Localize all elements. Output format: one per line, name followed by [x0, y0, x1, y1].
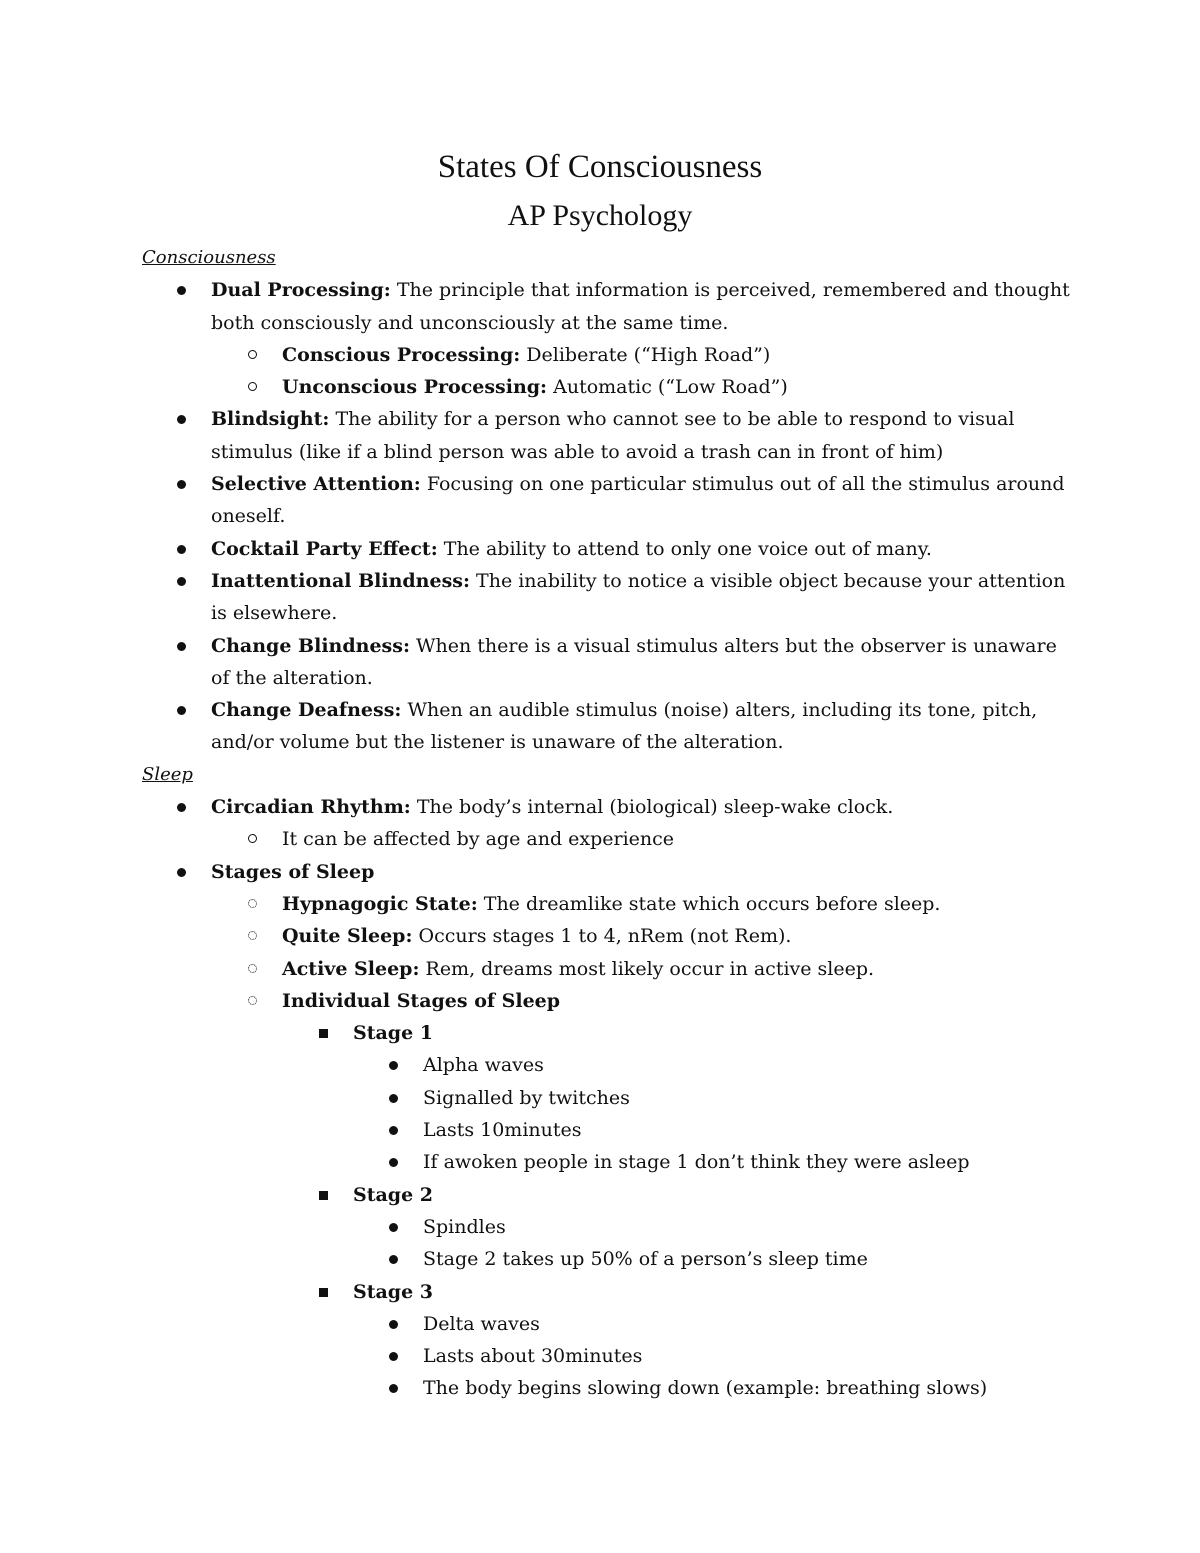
stage-label: Stage 1: [353, 1022, 434, 1045]
stage-detail: Alpha waves: [423, 1054, 544, 1077]
list-item: [211, 468, 1071, 533]
list-item: [423, 1049, 1073, 1081]
definition: When there is a visual stimulus alters but the observer is unaware of the alteration.: [211, 634, 1057, 689]
definition: When an audible stimulus (noise) alters, including its tone, pitch, and/or volume but the listener is unaware of the alteration.: [211, 699, 1038, 754]
list-item: [211, 856, 1071, 888]
term: Active Sleep:: [282, 957, 420, 980]
definition: The dreamlike state which occurs before sleep.: [477, 892, 941, 915]
term: Conscious Processing:: [282, 343, 521, 366]
definition: Rem, dreams most likely occur in active sleep.: [419, 957, 875, 980]
list-item: [211, 533, 1071, 565]
list-item: [282, 920, 1072, 952]
stage-detail: The body begins slowing down (example: breathing slows): [423, 1377, 988, 1400]
list-item: [282, 888, 1072, 920]
list-item: [211, 274, 1071, 339]
stage-detail: Spindles: [423, 1215, 506, 1238]
list-item: [353, 1276, 1073, 1308]
note-text: It can be affected by age and experience: [282, 828, 675, 851]
list-item: [211, 630, 1071, 695]
list-item: [423, 1114, 1073, 1146]
list-item: [423, 1372, 1073, 1404]
list-item: [353, 1017, 1073, 1049]
list-item: [423, 1082, 1073, 1114]
list-item: [282, 985, 1072, 1017]
term: Change Blindness:: [211, 634, 410, 657]
stage-detail: Lasts 10minutes: [423, 1119, 582, 1142]
stage-detail: Delta waves: [423, 1312, 540, 1335]
definition: The principle that information is perceived, remembered and thought both consciously and unconsciously at the same time.: [211, 279, 1070, 334]
list-item: [211, 694, 1071, 759]
stage-detail: If awoken people in stage 1 don’t think they were asleep: [423, 1151, 970, 1174]
definition: The inability to notice a visible object because your attention is elsewhere.: [211, 569, 1066, 625]
list-item: [423, 1146, 1073, 1178]
section-heading-sleep: Sleep: [142, 763, 193, 785]
page-subtitle: AP Psychology: [507, 199, 693, 232]
list-item: [282, 823, 1072, 855]
list-item: [211, 403, 1071, 468]
list-item: [423, 1211, 1073, 1243]
stage-label: Stage 2: [353, 1183, 434, 1206]
list-item: [423, 1243, 1073, 1275]
term: Unconscious Processing:: [282, 376, 548, 399]
definition: Automatic (“Low Road”): [547, 376, 788, 399]
subheading: Individual Stages of Sleep: [282, 989, 561, 1012]
subheading: Stages of Sleep: [211, 860, 375, 883]
term: Selective Attention:: [211, 473, 421, 496]
section-heading-consciousness: Consciousness: [142, 247, 276, 268]
definition: The ability to attend to only one voice out of many.: [437, 537, 932, 560]
list-item: [282, 371, 1072, 403]
stage-label: Stage 3: [353, 1280, 434, 1303]
list-item: [423, 1340, 1073, 1372]
term: Dual Processing:: [211, 279, 391, 302]
definition: The ability for a person who cannot see to be able to respond to visual stimulus (like if a blind person was able to avoid a trash can in front of him): [211, 408, 1015, 463]
list-item: [211, 565, 1071, 630]
definition: Focusing on one particular stimulus out of all the stimulus around oneself.: [211, 473, 1065, 528]
term: Quite Sleep:: [282, 925, 413, 948]
term: Inattentional Blindness:: [211, 569, 470, 592]
list-item: [211, 791, 1071, 823]
term: Blindsight:: [211, 408, 330, 431]
list-item: [282, 339, 1072, 371]
term: Change Deafness:: [211, 699, 402, 722]
term: Hypnagogic State:: [282, 892, 478, 915]
term: Cocktail Party Effect:: [211, 537, 438, 560]
list-item: [353, 1179, 1073, 1211]
stage-detail: Signalled by twitches: [423, 1086, 630, 1109]
term: Circadian Rhythm:: [211, 796, 411, 819]
definition: Deliberate (“High Road”): [520, 343, 771, 366]
notes-body: [0, 242, 1200, 1405]
stage-detail: Lasts about 30minutes: [423, 1345, 643, 1368]
stage-detail: Stage 2 takes up 50% of a person’s sleep time: [423, 1248, 868, 1271]
list-item: [282, 953, 1072, 985]
list-item: [423, 1308, 1073, 1340]
definition: Occurs stages 1 to 4, nRem (not Rem).: [412, 925, 792, 948]
page-title: States Of Consciousness: [437, 149, 763, 185]
definition: The body’s internal (biological) sleep-wake clock.: [410, 796, 894, 819]
